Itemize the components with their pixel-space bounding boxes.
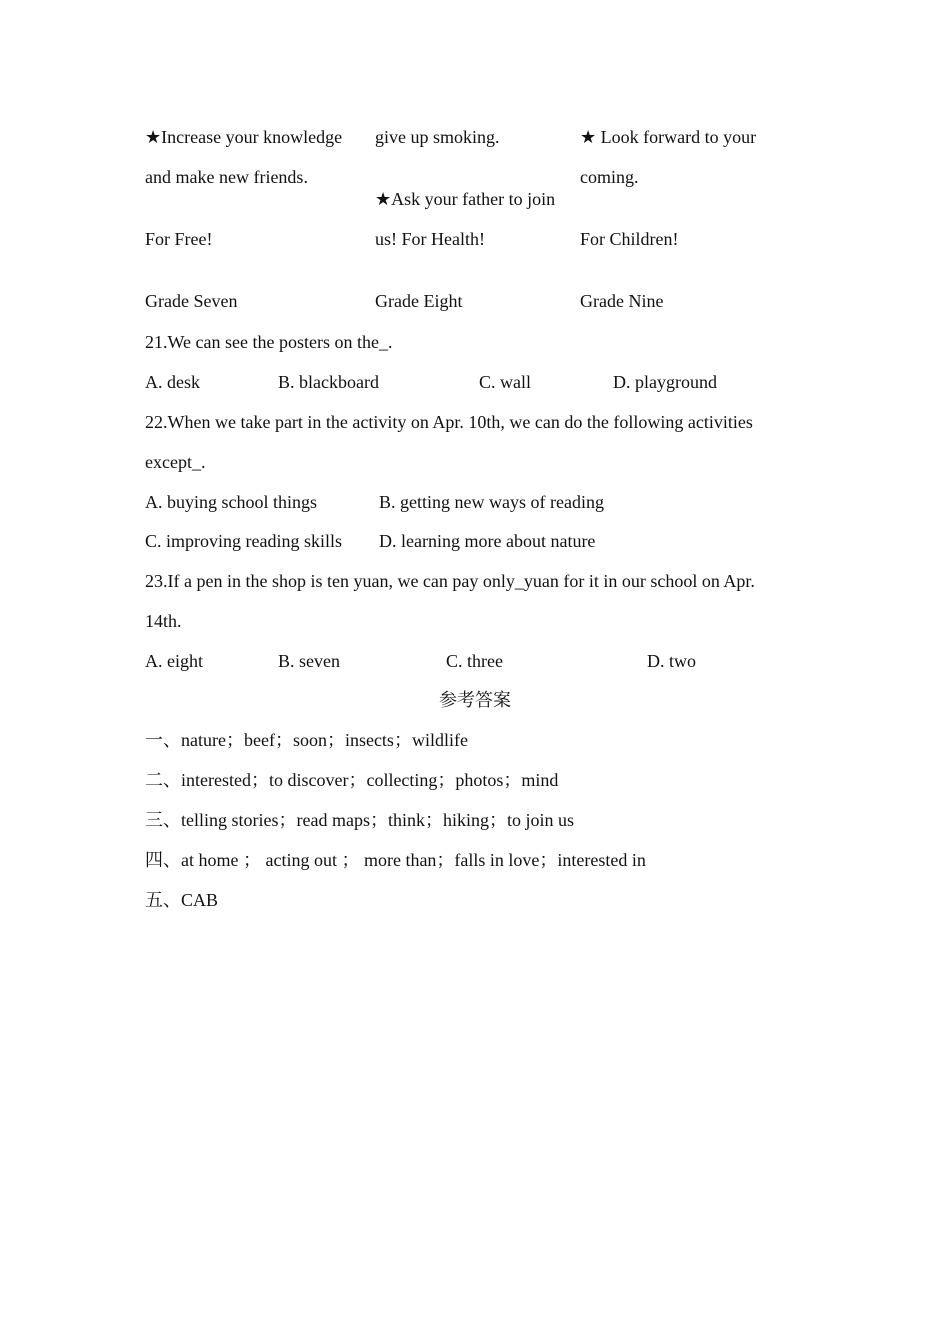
- answer-item-3: 三、telling stories；read maps；think；hiking；to join us: [145, 810, 574, 830]
- answer-item-2: 二、interested；to discover；collecting；photos；mind: [145, 770, 559, 790]
- poster-col2-slogan: us! For Health!: [375, 229, 485, 249]
- question-22-stem-line1: 22.When we take part in the activity on Apr. 10th, we can do the following activities: [145, 412, 753, 432]
- poster-col1-grade: Grade Seven: [145, 291, 238, 311]
- question-21-option-d: D. playground: [613, 372, 717, 392]
- question-21-option-a: A. desk: [145, 372, 200, 392]
- answer-item-1: 一、nature；beef；soon；insects；wildlife: [145, 730, 468, 750]
- answer-key-title: 参考答案: [439, 690, 511, 710]
- question-22-option-b: B. getting new ways of reading: [379, 492, 604, 512]
- answer-item-4: 四、at home ； acting out ； more than；falls in love；interested in: [145, 850, 646, 870]
- question-23-option-c: C. three: [446, 651, 503, 671]
- question-21-stem: 21.We can see the posters on the_.: [145, 332, 393, 352]
- poster-col3-grade: Grade Nine: [580, 291, 664, 311]
- poster-col1-line2: and make new friends.: [145, 167, 308, 187]
- question-22-option-a: A. buying school things: [145, 492, 318, 512]
- question-23-option-d: D. two: [647, 651, 696, 671]
- question-22-stem-line2: except_.: [145, 452, 206, 472]
- poster-col2-grade: Grade Eight: [375, 291, 463, 311]
- question-21-option-b: B. blackboard: [278, 372, 379, 392]
- answer-item-5: 五、CAB: [145, 890, 219, 910]
- poster-col3-line1: ★ Look forward to your: [580, 127, 757, 147]
- poster-col1-slogan: For Free!: [145, 229, 213, 249]
- poster-col3-slogan: For Children!: [580, 229, 679, 249]
- question-22-option-c: C. improving reading skills: [145, 531, 342, 551]
- question-23-stem-line2: 14th.: [145, 611, 182, 631]
- poster-col3-line2: coming.: [580, 167, 639, 187]
- poster-col2-line1: give up smoking.: [375, 127, 500, 147]
- poster-col2-line2: ★Ask your father to join: [375, 189, 556, 209]
- question-21-option-c: C. wall: [479, 372, 531, 392]
- question-23-option-b: B. seven: [278, 651, 340, 671]
- question-23-stem-line1: 23.If a pen in the shop is ten yuan, we can pay only_yuan for it in our school on Apr.: [145, 571, 755, 591]
- poster-col1-line1: ★Increase your knowledge: [145, 127, 343, 147]
- question-22-option-d: D. learning more about nature: [379, 531, 596, 551]
- question-23-option-a: A. eight: [145, 651, 203, 671]
